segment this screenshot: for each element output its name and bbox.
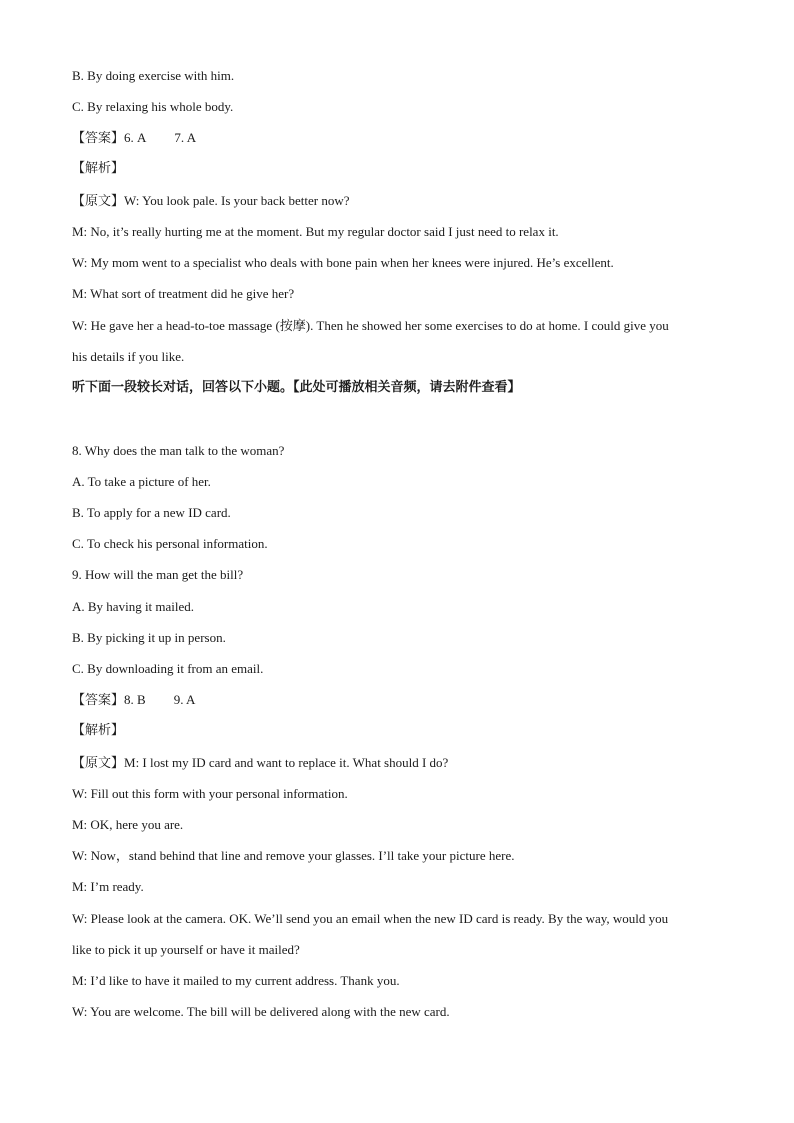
option-b-q9: B. By picking it up in person. <box>72 630 226 645</box>
option-c-q9: C. By downloading it from an email. <box>72 661 264 676</box>
question-8: 8. Why does the man talk to the woman? <box>72 443 285 458</box>
answer-line-8-9 <box>72 692 732 709</box>
transcript-line: W: He gave her a head-to-toe massage (按摩). Then he showed her some exercises to do at home. I could give you <box>72 318 669 333</box>
answer-9: 9. A <box>173 692 196 707</box>
transcript-label: 【原文】 <box>72 194 125 209</box>
transcript-line: W: Fill out this form with your personal information. <box>72 786 348 801</box>
transcript-line <box>72 193 732 210</box>
answer-label: 【答案】 <box>72 131 125 146</box>
analysis-label: 【解析】 <box>72 161 125 176</box>
transcript-line: W: My mom went to a specialist who deals with bone pain when her knees were injured. He’s excellent. <box>72 255 614 270</box>
transcript-line: M: No, it’s really hurting me at the moment. But my regular doctor said I just need to relax it. <box>72 224 559 239</box>
transcript-line: his details if you like. <box>72 349 185 364</box>
section-instruction: 听下面一段较长对话，回答以下小题。【此处可播放相关音频，请去附件查看】 <box>72 380 521 395</box>
transcript-line: M: OK, here you are. <box>72 817 184 832</box>
transcript-line: M: What sort of treatment did he give her? <box>72 286 295 301</box>
transcript-line: W: Now，stand behind that line and remove your glasses. I’ll take your picture here. <box>72 848 515 863</box>
transcript-text: W: You look pale. Is your back better now? <box>124 193 350 208</box>
transcript-line: M: I’d like to have it mailed to my current address. Thank you. <box>72 973 400 988</box>
option-c-q8: C. To check his personal information. <box>72 536 268 551</box>
option-b-q8: B. To apply for a new ID card. <box>72 505 231 520</box>
transcript-line <box>72 755 732 772</box>
option-a-q8: A. To take a picture of her. <box>72 474 211 489</box>
answer-7: 7. A <box>174 130 197 145</box>
transcript-line: W: You are welcome. The bill will be delivered along with the new card. <box>72 1004 450 1019</box>
question-9: 9. How will the man get the bill? <box>72 567 244 582</box>
transcript-line: M: I’m ready. <box>72 879 144 894</box>
option-b-q7: B. By doing exercise with him. <box>72 68 235 83</box>
answer-label: 【答案】 <box>72 693 125 708</box>
analysis-label: 【解析】 <box>72 723 125 738</box>
transcript-text: M: I lost my ID card and want to replace it. What should I do? <box>124 755 449 770</box>
option-a-q9: A. By having it mailed. <box>72 599 195 614</box>
transcript-line: like to pick it up yourself or have it mailed? <box>72 942 300 957</box>
answer-8: 8. B <box>124 692 146 707</box>
answer-6: 6. A <box>124 130 147 145</box>
answer-line-6-7 <box>72 130 732 147</box>
option-c-q7: C. By relaxing his whole body. <box>72 99 234 114</box>
transcript-line: W: Please look at the camera. OK. We’ll send you an email when the new ID card is ready. By the way, would you <box>72 911 669 926</box>
transcript-label: 【原文】 <box>72 756 125 771</box>
